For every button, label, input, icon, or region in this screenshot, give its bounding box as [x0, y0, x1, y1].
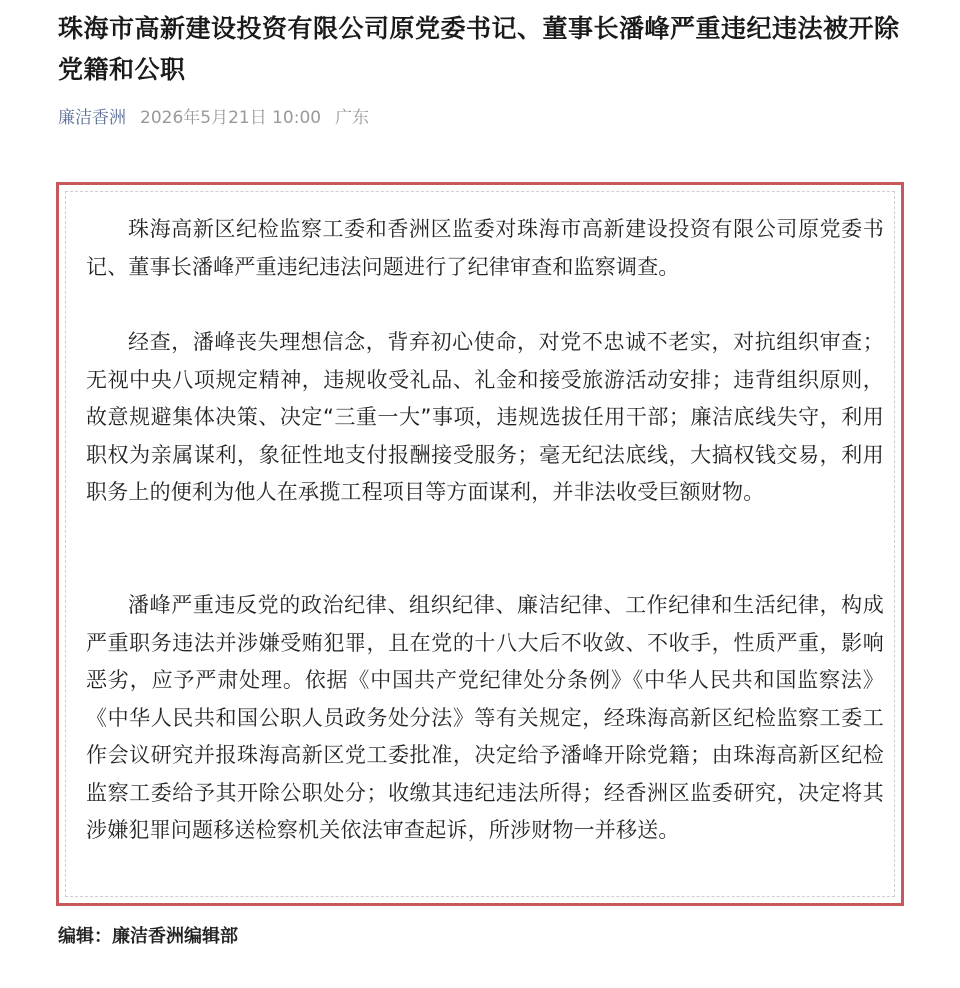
- body-paragraph-1: 珠海高新区纪检监察工委和香洲区监委对珠海市高新建设投资有限公司原党委书记、董事长潘峰严重违纪违法问题进行了纪律审查和监察调查。: [86, 217, 884, 279]
- publish-date: 2026年5月21日 10:00: [140, 108, 322, 128]
- article-meta: [58, 104, 369, 132]
- editor-credit: 编辑：廉洁香洲编辑部: [58, 926, 238, 947]
- publish-region: 广东: [335, 108, 370, 128]
- body-paragraph-2: 经查，潘峰丧失理想信念，背弃初心使命，对党不忠诚不老实，对抗组织审查；无视中央八项规定精神，违规收受礼品、礼金和接受旅游活动安排；违背组织原则，故意规避集体决策、决定“三重一大”事项，违规选拔任用干部；廉洁底线失守，利用职权为亲属谋利，象征性地支付报酬接受服务；毫无纪法底线，大搞权钱交易，利用职务上的便利为他人在承揽工程项目等方面谋利，并非法收受巨额财物。: [86, 330, 884, 504]
- body-paragraph-3: 潘峰严重违反党的政治纪律、组织纪律、廉洁纪律、工作纪律和生活纪律，构成严重职务违法并涉嫌受贿犯罪，且在党的十八大后不收敛、不收手，性质严重，影响恶劣，应予严肃处理。依据《中国共产党纪律处分条例》《中华人民共和国监察法》《中华人民共和国公职人员政务处分法》等有关规定，经珠海高新区纪检监察工委工作会议研究并报珠海高新区党工委批准，决定给予潘峰开除党籍；由珠海高新区纪检监察工委给予其开除公职处分；收缴其违纪违法所得；经香洲区监委研究，决定将其涉嫌犯罪问题移送检察机关依法审查起诉，所涉财物一并移送。: [86, 593, 884, 842]
- content-dashed-frame: [65, 191, 895, 897]
- article-title: 珠海市高新建设投资有限公司原党委书记、董事长潘峰严重违纪违法被开除党籍和公职: [58, 14, 900, 84]
- article-content-box: [56, 182, 904, 906]
- author-link[interactable]: 廉洁香洲: [58, 108, 126, 128]
